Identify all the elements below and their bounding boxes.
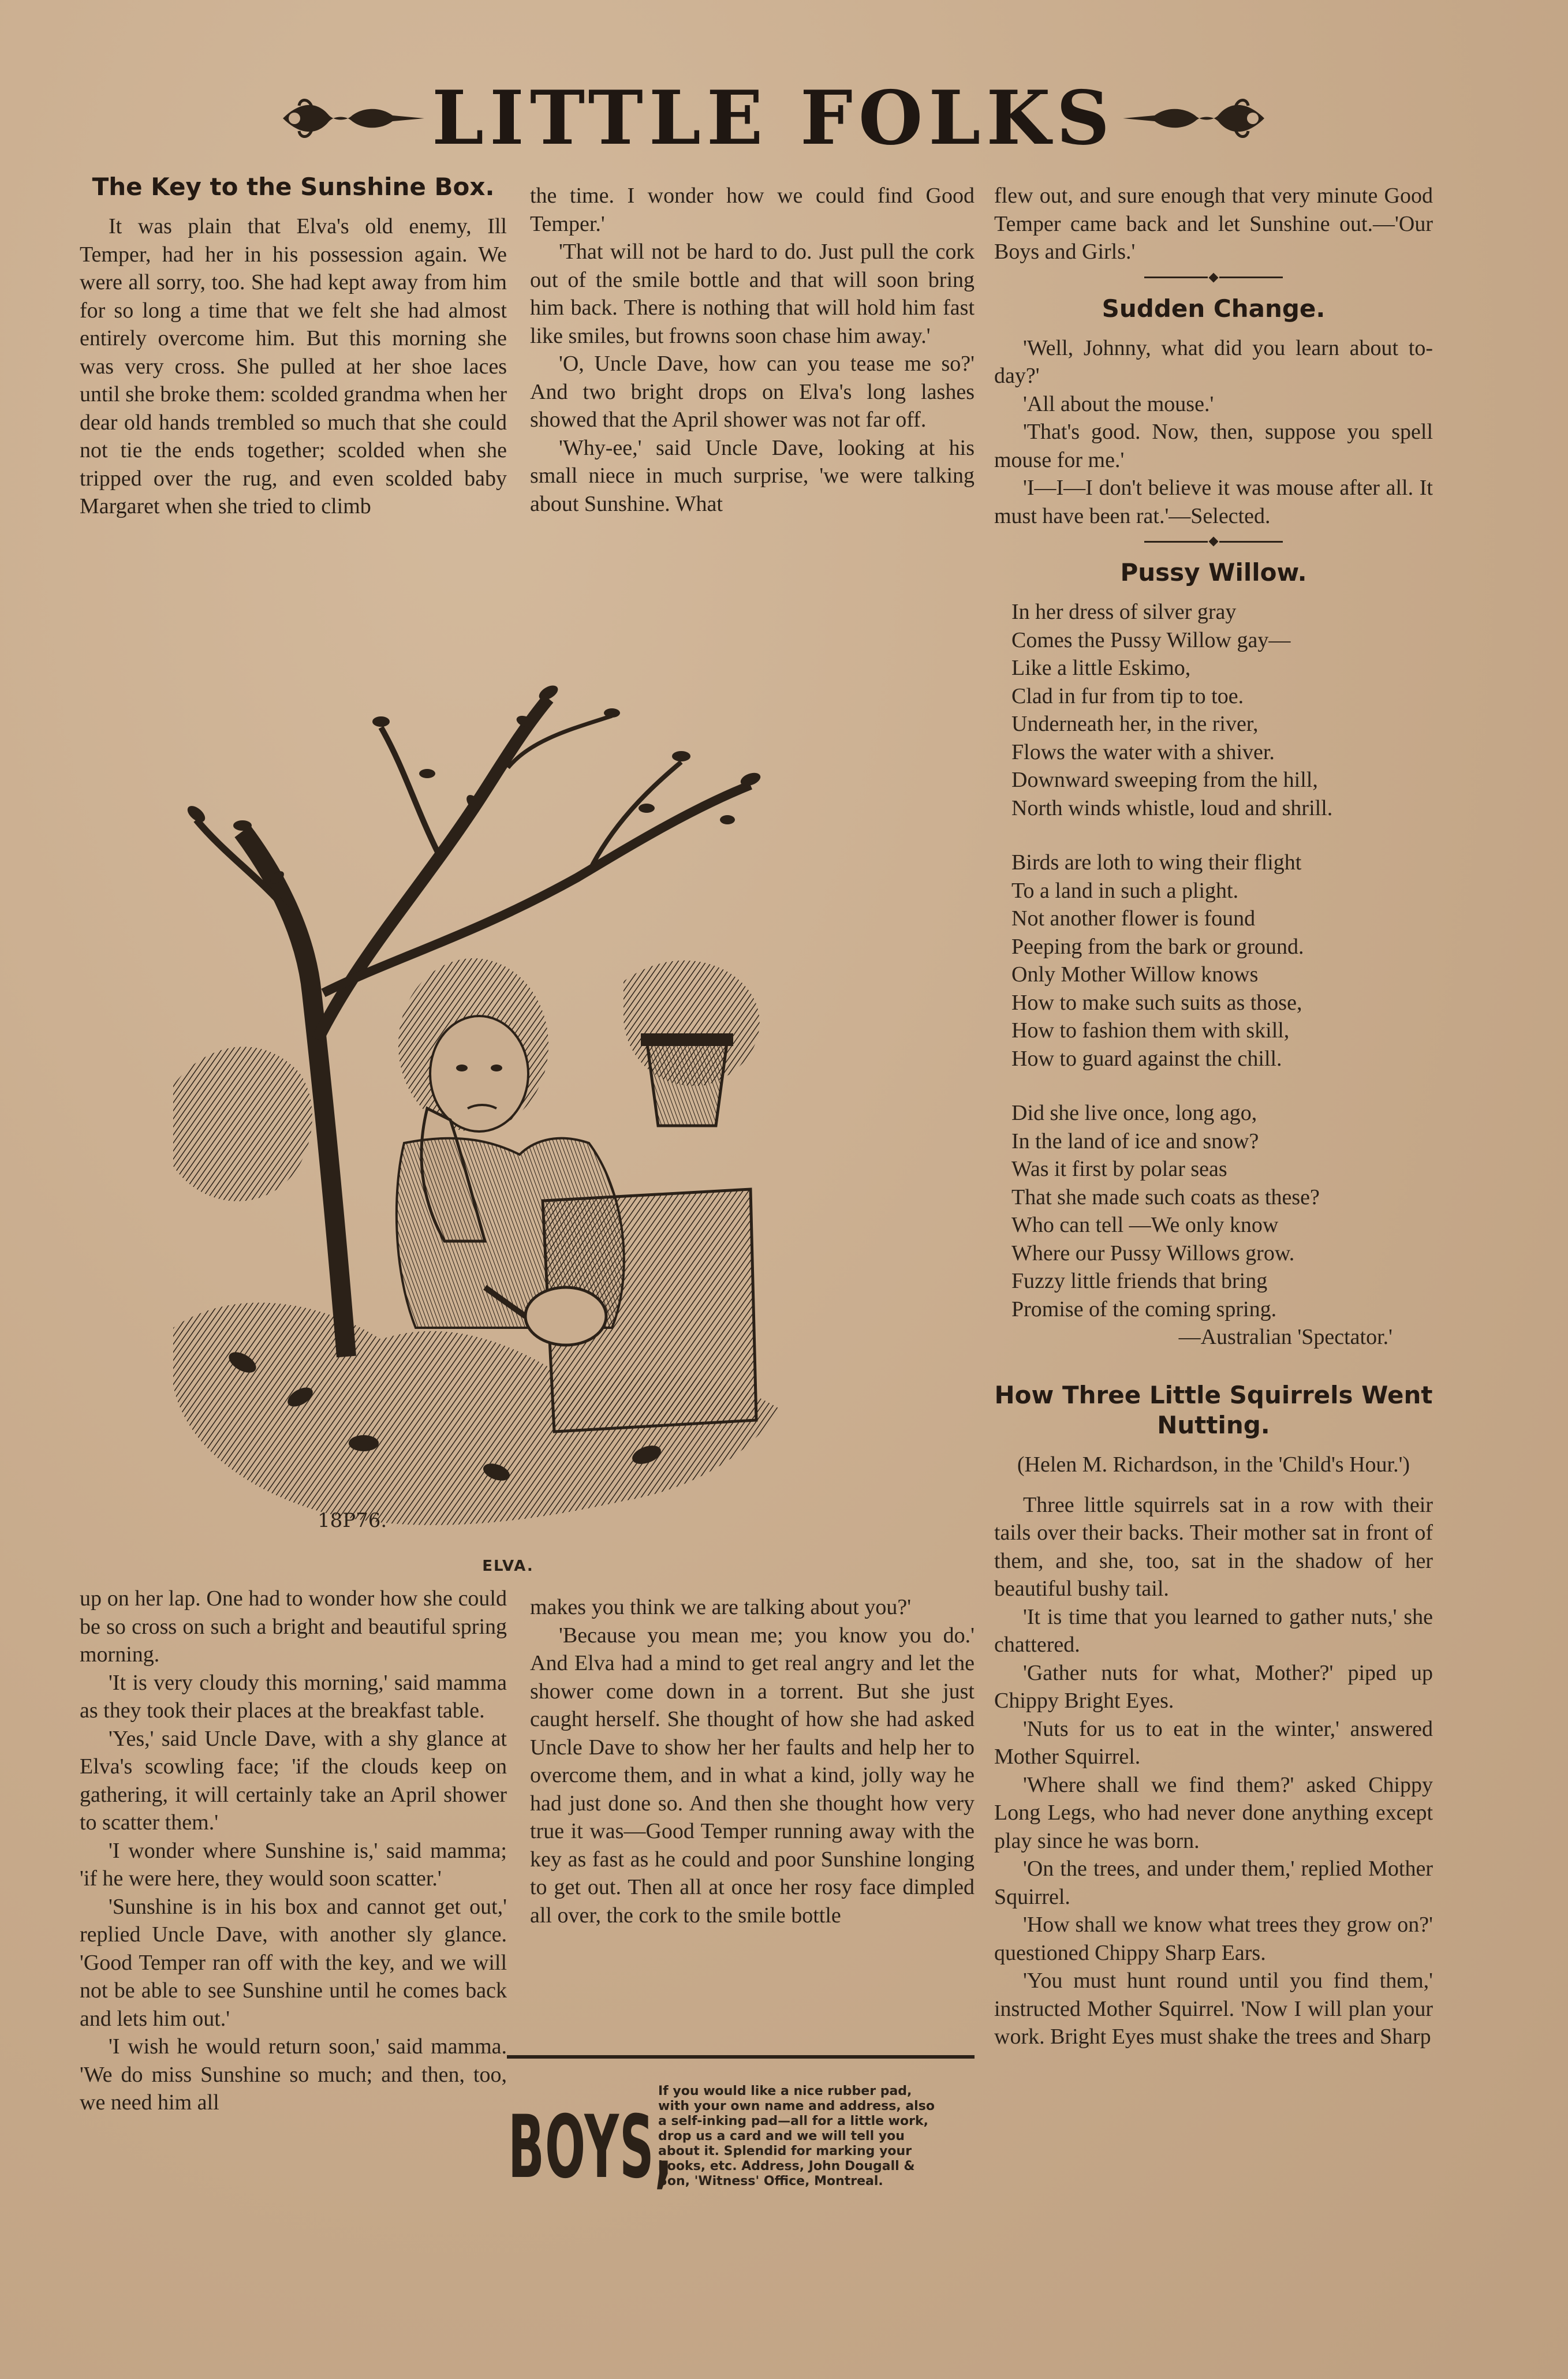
- poem-stanza: [994, 598, 1433, 822]
- advertisement-rule: [507, 2055, 975, 2059]
- poem-line: Comes the Pussy Willow gay—: [1011, 628, 1291, 652]
- illustration-signature: 18P76.: [318, 1509, 387, 1532]
- story1-paragraph: 'I wonder where Sunshine is,' said mamma; 'if he were here, they would soon scatter.': [80, 1838, 507, 1891]
- poem-line: How to guard against the chill.: [1011, 1046, 1282, 1071]
- story1-column-bottom-left: [80, 1585, 507, 2117]
- poem-line: Who can tell —We only know: [1011, 1213, 1279, 1237]
- story3-byline: (Helen M. Richardson, in the 'Child's Hour.'): [1017, 1452, 1410, 1477]
- story1-paragraph: the time. I wonder how we could find Good Temper.': [530, 184, 975, 236]
- story1-paragraph: It was plain that Elva's old enemy, Ill Temper, had her in his possession again. We were all sorry, too. She had kept away from him for so long a time that we felt she had almost entirely overcome him. But this morning she was very cross. She pulled at her shoe laces until she broke them: scolded grandma when her dear old hands trembled so much that she could not tie the ends together; scolded when she tripped over the rug, and even scolded baby Margaret when she tried to climb: [80, 214, 507, 518]
- story3-paragraph: 'You must hunt round until you find them,' instructed Mother Squirrel. 'Now I will plan your work. Bright Eyes must shake the trees and Sharp: [994, 1969, 1433, 2049]
- poem-line: That she made such coats as these?: [1011, 1185, 1320, 1209]
- story1-paragraph: 'Sunshine is in his box and cannot get out,' replied Uncle Dave, with another sly glance. 'Good Temper ran off with the key, and we will not be able to see Sunshine until he comes back and lets him out.': [80, 1894, 507, 2031]
- poem-line: In the land of ice and snow?: [1011, 1129, 1259, 1153]
- poem-line: Was it first by polar seas: [1011, 1157, 1227, 1181]
- poem-line: Peeping from the bark or ground.: [1011, 934, 1304, 959]
- left-flourish-ornament: [277, 89, 427, 147]
- poem-line: Birds are loth to wing their flight: [1011, 850, 1302, 875]
- story1-paragraph: 'Yes,' said Uncle Dave, with a shy glance at Elva's scowling face; 'if the clouds keep on gathering, it will certainly take an April shower to scatter them.': [80, 1726, 507, 1835]
- poem-line: Clad in fur from tip to toe.: [1011, 684, 1244, 708]
- poem-line: Flows the water with a shiver.: [1011, 740, 1275, 764]
- page-title: LITTLE FOLKS: [432, 75, 1115, 162]
- right-column: [994, 182, 1433, 2051]
- story2-title: Sudden Change.: [1102, 294, 1326, 323]
- poem-line: In her dress of silver gray: [1011, 600, 1237, 624]
- poem-line: North winds whistle, loud and shrill.: [1011, 796, 1333, 820]
- poem-line: Like a little Eskimo,: [1011, 656, 1191, 680]
- story3-paragraph: 'On the trees, and under them,' replied Mother Squirrel.: [994, 1857, 1433, 1909]
- poem-line: How to make such suits as those,: [1011, 990, 1302, 1015]
- poem-line: Where our Pussy Willows grow.: [1011, 1241, 1295, 1265]
- poem-line: Underneath her, in the river,: [1011, 712, 1259, 736]
- advertisement-headline: BOYS,: [508, 2097, 674, 2198]
- story1-paragraph: 'That will not be hard to do. Just pull the cork out of the smile bottle and that will soon bring him back. There is nothing that will hold him fast like smiles, but frowns soon chase him away.': [530, 240, 975, 348]
- story1-title: The Key to the Sunshine Box.: [92, 173, 495, 201]
- story3-paragraph: 'How shall we know what trees they grow on?' questioned Chippy Sharp Ears.: [994, 1913, 1433, 1965]
- masthead: [277, 75, 1270, 162]
- story3-paragraph: 'Where shall we find them?' asked Chippy Long Legs, who had never done anything except play since he was born.: [994, 1772, 1433, 1853]
- poem-line: How to fashion them with skill,: [1011, 1018, 1290, 1043]
- story2-paragraph: 'I—I—I don't believe it was mouse after all. It must have been rat.'—Selected.: [994, 476, 1433, 528]
- poem-body: [994, 598, 1433, 1351]
- poem-stanza: [994, 1099, 1433, 1323]
- poem-line: Only Mother Willow knows: [1011, 962, 1259, 987]
- poem-line: To a land in such a plight.: [1011, 878, 1239, 903]
- poem-line: Not another flower is found: [1011, 906, 1256, 931]
- story2-paragraph: 'That's good. Now, then, suppose you spell mouse for me.': [994, 420, 1433, 472]
- poem-line: Promise of the coming spring.: [1011, 1297, 1277, 1321]
- story1-paragraph: 'O, Uncle Dave, how can you tease me so?' And two bright drops on Elva's long lashes showed that the April shower was not far off.: [530, 352, 975, 432]
- story1-paragraph: 'Why-ee,' said Uncle Dave, looking at his small niece in much surprise, 'we were talking about Sunshine. What: [530, 435, 975, 516]
- story1-paragraph: up on her lap. One had to wonder how she could be so cross on such a bright and beautiful spring morning.: [80, 1586, 507, 1667]
- story1-paragraph: makes you think we are talking about you?': [530, 1595, 912, 1619]
- story1-paragraph: 'Because you mean me; you know you do.' And Elva had a mind to get real angry and let the shower come down in a torrent. But she just caught herself. She thought of how she had asked Uncle Dave to show her her faults and help her to overcome them, and in what a kind, jolly way he had just done so. And then she thought how very true it was—Good Temper running away with the key as fast as he could and poor Sunshine longing to get out. Then all at once her rosy face dimpled all over, the cork to the smile bottle: [530, 1623, 975, 1928]
- advertisement-text: If you would like a nice rubber pad, with your own name and address, also a self-inking pad—all for a little work, drop us a card and we will tell you about it. Splendid for marking your books, etc. Address, John Dougall & Son, 'Witness' Office, Montreal.: [658, 2084, 935, 2188]
- story1-column-top-left: [80, 172, 507, 521]
- story3-paragraph: 'Nuts for us to eat in the winter,' answered Mother Squirrel.: [994, 1716, 1433, 1769]
- boys-advertisement: [508, 2072, 970, 2246]
- story3-title: How Three Little Squirrels Went Nutting.: [994, 1380, 1433, 1439]
- story1-paragraph: 'It is very cloudy this morning,' said mamma as they took their places at the breakfast table.: [80, 1670, 507, 1723]
- story1-column-bottom-middle: [530, 1593, 975, 1929]
- story1-paragraph: 'I wish he would return soon,' said mamma. 'We do miss Sunshine so much; and then, too, we need him all: [80, 2034, 507, 2115]
- right-flourish-ornament: [1120, 89, 1270, 147]
- section-separator: [994, 274, 1433, 281]
- illustration-caption: ELVA.: [482, 1558, 534, 1575]
- poem-line: Fuzzy little friends that bring: [1011, 1269, 1268, 1293]
- poem-title: Pussy Willow.: [1120, 558, 1307, 587]
- story1-column-top-middle: [530, 182, 975, 518]
- poem-line: Did she live once, long ago,: [1011, 1101, 1257, 1125]
- elva-illustration: [173, 635, 912, 1559]
- section-separator: [994, 538, 1433, 545]
- story2-paragraph: 'Well, Johnny, what did you learn about to-day?': [994, 335, 1433, 388]
- poem-attribution: —Australian 'Spectator.': [1178, 1325, 1392, 1349]
- story3-paragraph: 'Gather nuts for what, Mother?' piped up Chippy Bright Eyes.: [994, 1660, 1433, 1713]
- poem-stanza: [994, 849, 1433, 1073]
- story1-ending-paragraph: flew out, and sure enough that very minute Good Temper came back and let Sunshine out.—'Our Boys and Girls.': [994, 184, 1433, 264]
- story2-paragraph: 'All about the mouse.': [1023, 391, 1214, 416]
- story3-paragraph: 'It is time that you learned to gather nuts,' she chattered.: [994, 1604, 1433, 1657]
- story3-paragraph: Three little squirrels sat in a row with their tails over their backs. Their mother sat in front of them, and she, too, sat in the shadow of her beautiful bushy tail.: [994, 1492, 1433, 1601]
- poem-line: Downward sweeping from the hill,: [1011, 768, 1318, 792]
